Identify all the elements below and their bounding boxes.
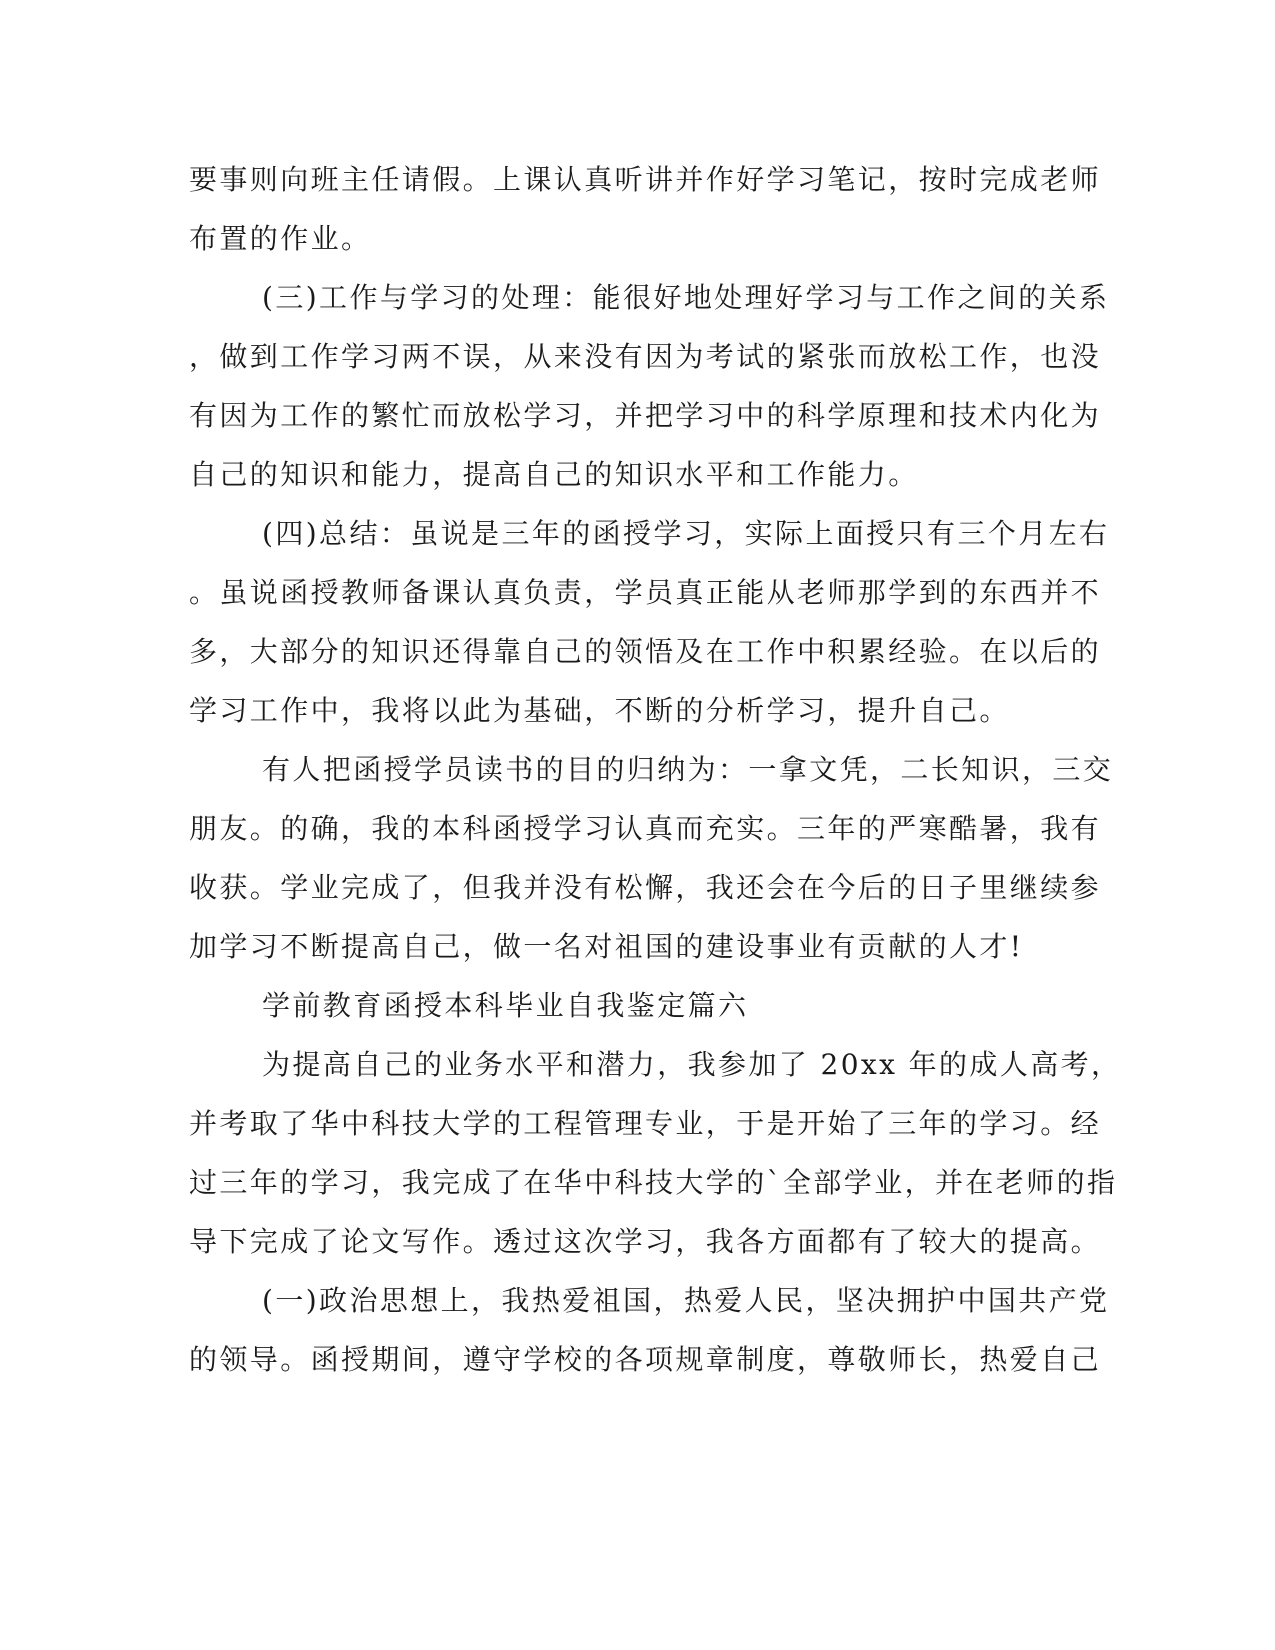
text-line: 布置的作业。 bbox=[189, 222, 372, 255]
text-line: 自己的知识和能力，提高自己的知识水平和工作能力。 bbox=[189, 458, 919, 491]
text-line: 导下完成了论文写作。透过这次学习，我各方面都有了较大的提高。 bbox=[189, 1225, 1102, 1258]
text-line: 多，大部分的知识还得靠自己的领悟及在工作中积累经验。在以后的 bbox=[189, 635, 1102, 668]
paragraph-start-line: 为提高自己的业务水平和潜力，我参加了 20xx 年的成人高考， bbox=[262, 1048, 1122, 1081]
paragraph-start-line: (三)工作与学习的处理：能很好地处理好学习与工作之间的关系 bbox=[262, 281, 1110, 314]
text-line: 的领导。函授期间，遵守学校的各项规章制度，尊敬师长，热爱自己 bbox=[189, 1343, 1102, 1376]
text-line: 过三年的学习，我完成了在华中科技大学的`全部学业，并在老师的指 bbox=[189, 1166, 1118, 1199]
paragraph-start-line: (四)总结：虽说是三年的函授学习，实际上面授只有三个月左右 bbox=[262, 517, 1110, 550]
text-line: 有因为工作的繁忙而放松学习，并把学习中的科学原理和技术内化为 bbox=[189, 399, 1102, 432]
text-line: ，做到工作学习两不误，从来没有因为考试的紧张而放松工作，也没 bbox=[189, 340, 1102, 373]
text-line: 要事则向班主任请假。上课认真听讲并作好学习笔记，按时完成老师 bbox=[189, 163, 1102, 196]
section-heading: 学前教育函授本科毕业自我鉴定篇六 bbox=[262, 989, 749, 1022]
paragraph-start-line: (一)政治思想上，我热爱祖国，热爱人民，坚决拥护中国共产党 bbox=[262, 1284, 1110, 1317]
text-line: 收获。学业完成了，但我并没有松懈，我还会在今后的日子里继续参 bbox=[189, 871, 1102, 904]
paragraph-start-line: 有人把函授学员读书的目的归纳为：一拿文凭，二长知识，三交 bbox=[262, 753, 1114, 786]
text-line: 加学习不断提高自己，做一名对祖国的建设事业有贡献的人才! bbox=[189, 930, 1024, 963]
text-line: 。虽说函授教师备课认真负责，学员真正能从老师那学到的东西并不 bbox=[189, 576, 1102, 609]
text-line: 并考取了华中科技大学的工程管理专业，于是开始了三年的学习。经 bbox=[189, 1107, 1102, 1140]
text-line: 学习工作中，我将以此为基础，不断的分析学习，提升自己。 bbox=[189, 694, 1010, 727]
text-line: 朋友。的确，我的本科函授学习认真而充实。三年的严寒酷暑，我有 bbox=[189, 812, 1102, 845]
